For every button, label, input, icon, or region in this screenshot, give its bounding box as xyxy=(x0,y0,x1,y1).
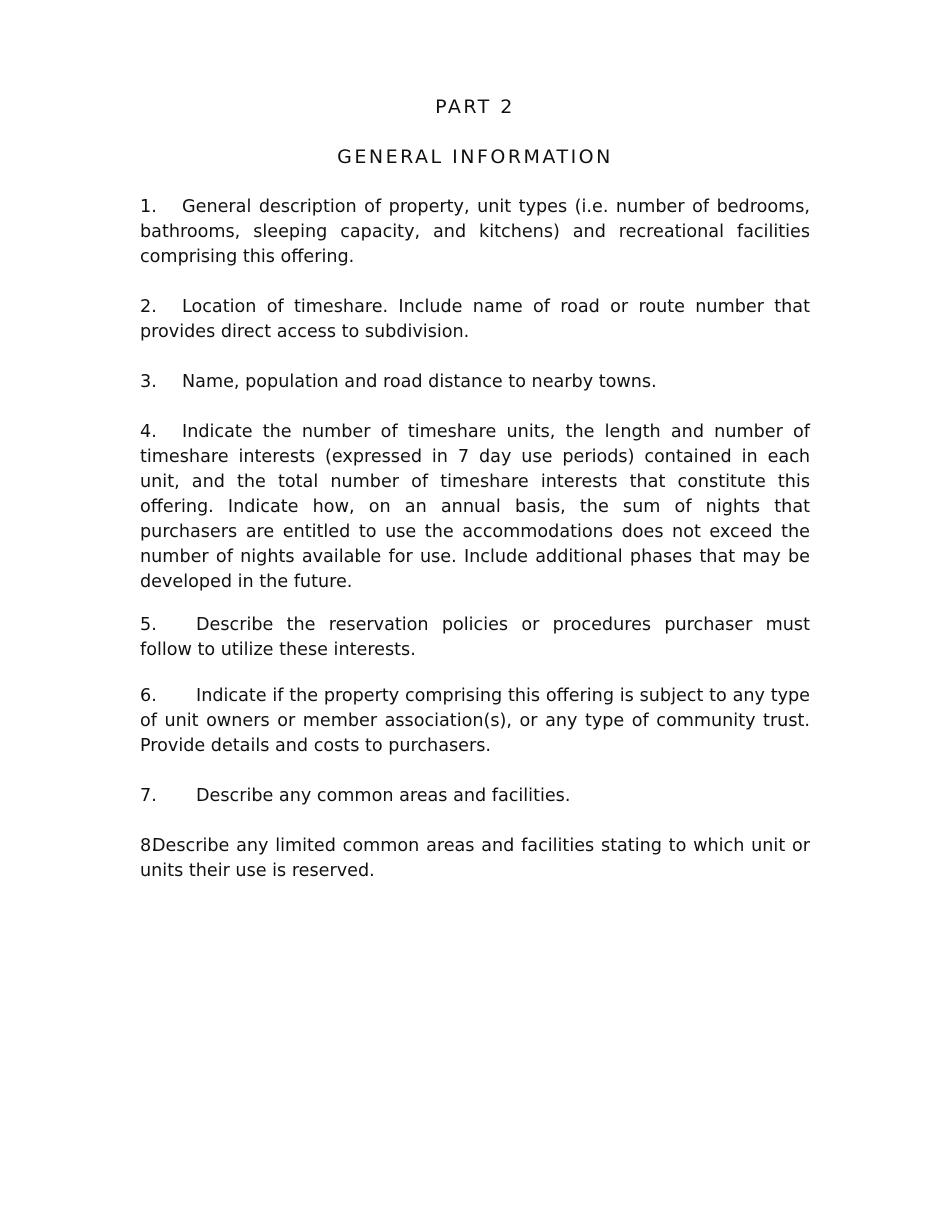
item-number: 4. xyxy=(140,422,157,442)
item-number: 3. xyxy=(140,372,157,392)
list-item-7 xyxy=(140,784,810,809)
item-number: 6. xyxy=(140,686,157,706)
item-text: Describe any limited common areas and facilities stating to which unit or units their use is reserved. xyxy=(140,836,810,881)
list-item-6 xyxy=(140,684,810,759)
list-item-4 xyxy=(140,420,810,595)
section-heading: GENERAL INFORMATION xyxy=(337,146,613,168)
list-item-2 xyxy=(140,295,810,345)
list-item-3 xyxy=(140,370,810,395)
part-heading: PART 2 xyxy=(435,96,515,118)
item-text: Location of timeshare. Include name of road or route number that provides direct access to subdivision. xyxy=(140,297,810,342)
item-text: Indicate the number of timeshare units, the length and number of timeshare interests (expressed in 7 day use periods) contained in each unit, and the total number of timeshare interests that constitute this offering. Indicate how, on an annual basis, the sum of nights that purchasers are entitled to use the accommodations does not exceed the number of nights available for use. Include additional phases that may be developed in the future. xyxy=(140,422,810,592)
item-text: General description of property, unit types (i.e. number of bedrooms, bathrooms, sleeping capacity, and kitchens) and recreational facilities comprising this offering. xyxy=(140,197,810,267)
item-number: 2. xyxy=(140,297,157,317)
item-number: 5. xyxy=(140,615,157,635)
list-item-8 xyxy=(140,834,810,884)
item-text: Describe any common areas and facilities. xyxy=(196,786,571,806)
item-text: Indicate if the property comprising this offering is subject to any type of unit owners or member association(s), or any type of community trust. Provide details and costs to purchasers. xyxy=(140,686,810,756)
item-text: Name, population and road distance to nearby towns. xyxy=(182,372,657,392)
item-number: 8. xyxy=(140,836,157,856)
item-number: 1. xyxy=(140,197,157,217)
list-item-5 xyxy=(140,613,810,663)
list-item-1 xyxy=(140,195,810,270)
item-text: Describe the reservation policies or procedures purchaser must follow to utilize these interests. xyxy=(140,615,810,660)
item-number: 7. xyxy=(140,786,157,806)
